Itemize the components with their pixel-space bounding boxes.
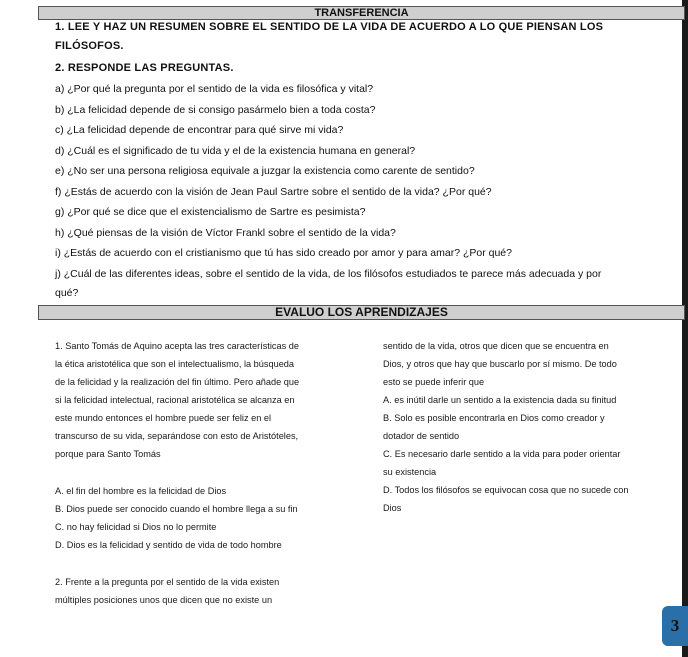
eval-line: si la felicidad intelectual, racional aristotélica se alcanza en bbox=[55, 395, 295, 405]
eval-line: porque para Santo Tomás bbox=[55, 449, 161, 459]
eval-line: de la felicidad y la realización del fin último. Pero añade que bbox=[55, 377, 300, 387]
option-c-cont: su existencia bbox=[383, 467, 437, 477]
eval-line: 1. Santo Tomás de Aquino acepta las tres características de bbox=[55, 341, 299, 351]
eval-line: esto se puede inferir que bbox=[383, 377, 485, 387]
option-a: A. es inútil darle un sentido a la existencia dada su finitud bbox=[383, 395, 617, 405]
eval-question-1 bbox=[55, 337, 355, 463]
page-edge-shadow bbox=[682, 0, 688, 657]
question-h: h) ¿Qué piensas de la visión de Víctor Frankl sobre el sentido de la vida? bbox=[55, 227, 396, 239]
question-b: b) ¿La felicidad depende de si consigo pasármelo bien a toda costa? bbox=[55, 104, 376, 116]
page-number: 3 bbox=[662, 606, 688, 646]
option-b: B. Solo es posible encontrarla en Dios como creador y bbox=[383, 413, 605, 423]
question-a: a) ¿Por qué la pregunta por el sentido de la vida es filosófica y vital? bbox=[55, 83, 374, 95]
option-d-cont: Dios bbox=[383, 503, 402, 513]
eval-line: la ética aristotélica que son el intelectualismo, la búsqueda bbox=[55, 359, 295, 369]
eval-line: transcurso de su vida, separándose con esto de Aristóteles, bbox=[55, 431, 299, 441]
question-g: g) ¿Por qué se dice que el existencialismo de Sartre es pesimista? bbox=[55, 206, 366, 218]
option-c: C. Es necesario darle sentido a la vida para poder orientar bbox=[383, 449, 621, 459]
instruction-1: 1. LEE Y HAZ UN RESUMEN SOBRE EL SENTIDO DE LA VIDA DE ACUERDO A LO QUE PIENSAN LOS bbox=[55, 21, 604, 33]
question-j-cont: qué? bbox=[55, 287, 79, 299]
eval-question-2 bbox=[55, 573, 355, 609]
question-i: i) ¿Estás de acuerdo con el cristianismo que tú has sido creado por amor y para amar? ¿Por qué? bbox=[55, 247, 512, 259]
option-c: C. no hay felicidad si Dios no lo permite bbox=[55, 522, 217, 532]
eval-question-1-options bbox=[55, 482, 355, 554]
question-f: f) ¿Estás de acuerdo con la visión de Jean Paul Sartre sobre el sentido de la vida? ¿Por qué? bbox=[55, 186, 492, 198]
eval-line: sentido de la vida, otros que dicen que se encuentra en bbox=[383, 341, 609, 351]
option-d: D. Todos los filósofos se equivocan cosa que no sucede con bbox=[383, 485, 629, 495]
question-j: j) ¿Cuál de las diferentes ideas, sobre el sentido de la vida, de los filósofos estudiados te parece más adecuada y por bbox=[55, 268, 602, 280]
eval-line: Dios, y otros que hay que buscarlo por sí mismo. De todo bbox=[383, 359, 617, 369]
instruction-1-cont: FILÓSOFOS. bbox=[55, 40, 124, 52]
question-d: d) ¿Cuál es el significado de tu vida y el de la existencia humana en general? bbox=[55, 145, 416, 157]
option-b-cont: dotador de sentido bbox=[383, 431, 460, 441]
section-title-transferencia: TRANSFERENCIA bbox=[38, 6, 685, 20]
eval-line: este mundo entonces el hombre puede ser feliz en el bbox=[55, 413, 272, 423]
instruction-2: 2. RESPONDE LAS PREGUNTAS. bbox=[55, 62, 234, 74]
eval-question-2-continuation bbox=[383, 337, 683, 517]
question-c: c) ¿La felicidad depende de encontrar para qué sirve mi vida? bbox=[55, 124, 344, 136]
section-title-evaluo: EVALUO LOS APRENDIZAJES bbox=[38, 305, 685, 320]
option-b: B. Dios puede ser conocido cuando el hombre llega a su fin bbox=[55, 504, 298, 514]
option-a: A. el fin del hombre es la felicidad de Dios bbox=[55, 486, 227, 496]
eval-line: 2. Frente a la pregunta por el sentido de la vida existen bbox=[55, 577, 280, 587]
eval-line: múltiples posiciones unos que dicen que no existe un bbox=[55, 595, 273, 605]
question-e: e) ¿No ser una persona religiosa equivale a juzgar la existencia como carente de sentido? bbox=[55, 165, 475, 177]
option-d: D. Dios es la felicidad y sentido de vida de todo hombre bbox=[55, 540, 282, 550]
